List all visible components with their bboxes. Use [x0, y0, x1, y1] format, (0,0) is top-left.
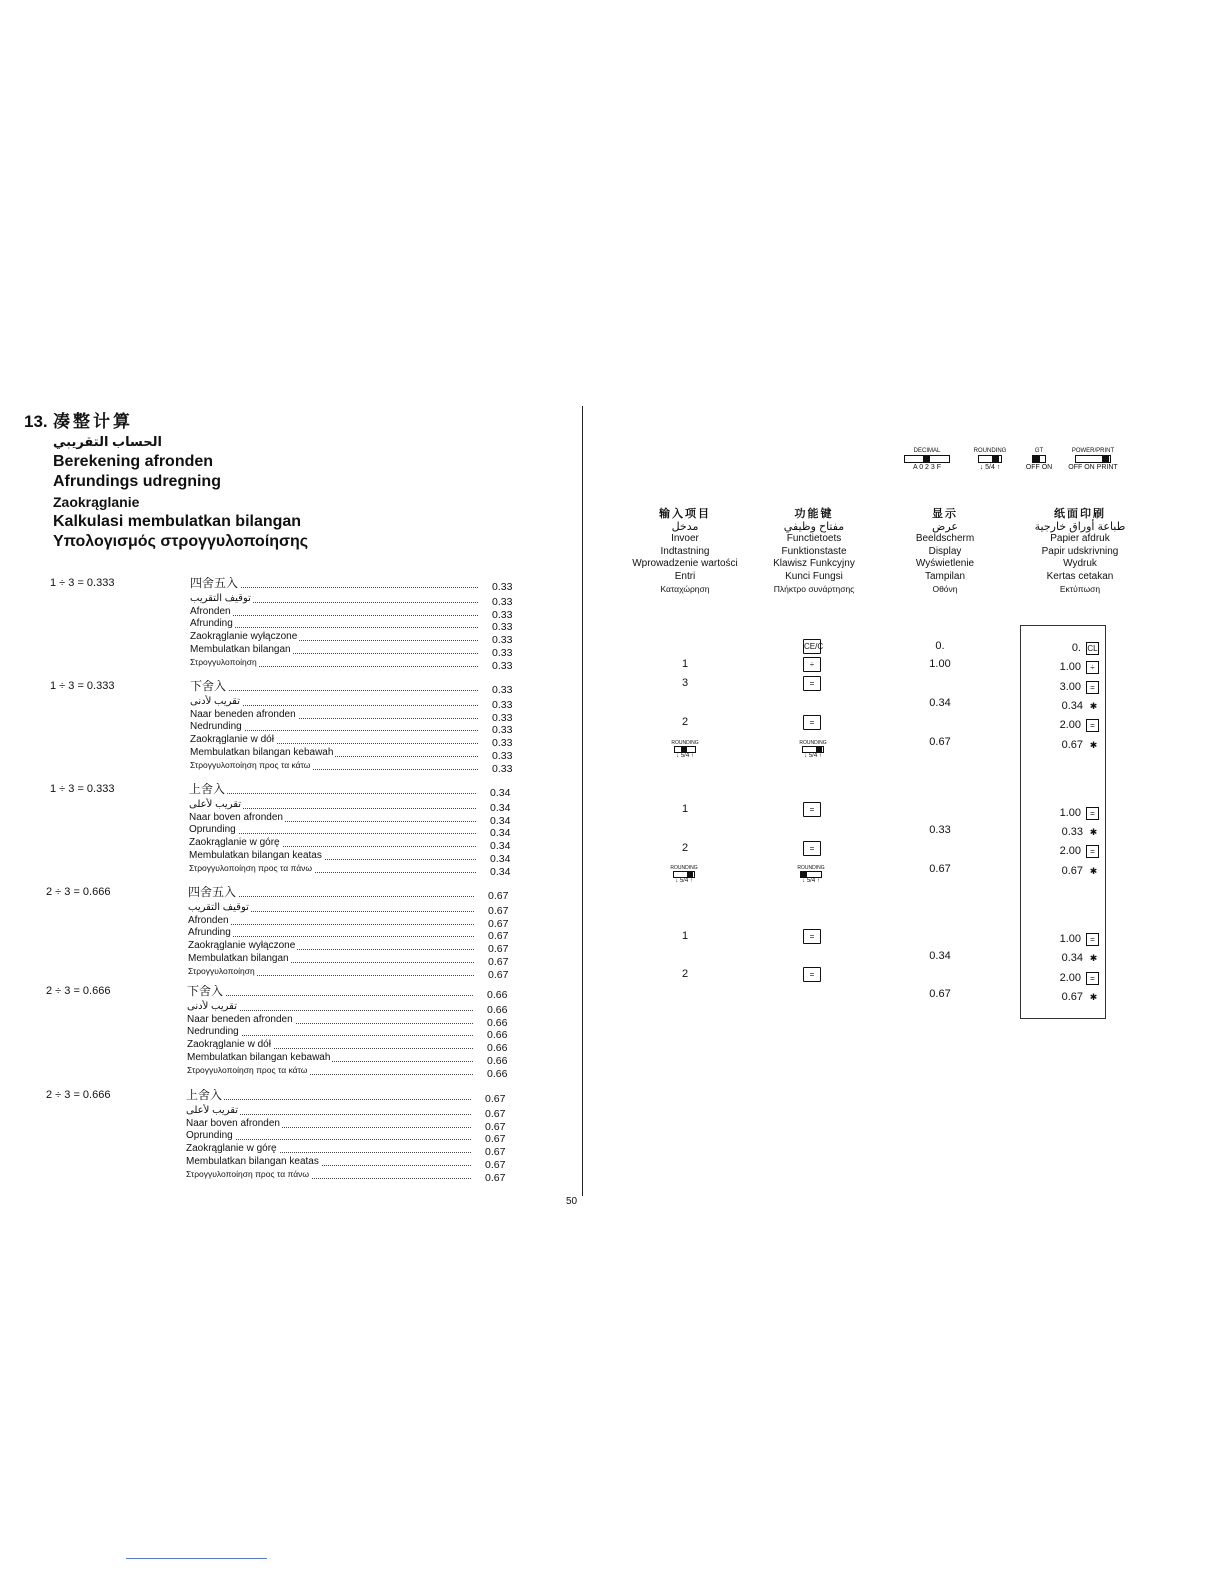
- printout-symbol: =: [1086, 719, 1099, 732]
- example-line: [186, 1155, 471, 1168]
- rounding-switch: ROUNDING ↓ 5/4 ↑: [973, 448, 1007, 471]
- example-value: 0.33: [492, 684, 513, 696]
- example-line: [190, 680, 478, 693]
- example-line-label: Afrunding: [190, 618, 233, 630]
- example-equation: 2 ÷ 3 = 0.666: [46, 1089, 111, 1101]
- page-number: 50: [566, 1196, 578, 1207]
- example-line-label: Membulatkan bilangan kebawah: [190, 747, 334, 758]
- example-line: [188, 926, 474, 939]
- function-key: CE/C: [803, 639, 821, 654]
- example-value: 0.33: [492, 634, 513, 647]
- example-equation: 1 ÷ 3 = 0.333: [50, 680, 115, 692]
- example-line: [189, 862, 476, 875]
- example-value: 0.33: [492, 698, 513, 711]
- example-value: 0.34: [490, 827, 511, 840]
- example-line: [186, 1089, 471, 1102]
- printout-value: 0.67: [1061, 991, 1083, 1003]
- footer-rule: [126, 1558, 267, 1559]
- printout-value: 1.00: [1059, 807, 1081, 819]
- example-line-label: Naar beneden afronden: [187, 1013, 293, 1025]
- function-key: =: [803, 841, 821, 856]
- example-line-label: تقريب لأدنى: [187, 1000, 238, 1012]
- printout-value: 3.00: [1059, 681, 1081, 693]
- example-line: [190, 630, 478, 643]
- example-value: 0.33: [492, 659, 513, 672]
- example-value: 0.66: [487, 1055, 508, 1067]
- example-line: [187, 1013, 473, 1026]
- example-line-label: Στρογγυλοποίηση προς τα κάτω: [187, 1064, 308, 1075]
- example-value: 0.67: [488, 917, 509, 930]
- example-line: [186, 1129, 471, 1142]
- example-line: [190, 695, 478, 708]
- printout-line: [1060, 932, 1099, 946]
- function-key: =: [803, 715, 821, 730]
- page-divider: [582, 406, 583, 1196]
- example-line-label: توقيف التقريب: [188, 901, 249, 913]
- example-line-label: Membulatkan bilangan: [190, 644, 291, 655]
- example-line: [190, 643, 478, 656]
- example-value: 0.66: [487, 1067, 508, 1080]
- example-value: 0.33: [492, 581, 513, 593]
- function-key: ÷: [803, 657, 821, 672]
- example-value: 0.67: [485, 1146, 506, 1159]
- example-line-label: Στρογγυλοποίηση: [188, 965, 255, 976]
- example-line: [190, 617, 478, 630]
- title-greek: Υπολογισμός στρογγυλοποίησης: [53, 533, 309, 550]
- example-line: [189, 823, 476, 836]
- printout-line: [1062, 864, 1099, 878]
- display-value: 1.00: [929, 658, 951, 670]
- example-equation: 2 ÷ 3 = 0.666: [46, 985, 111, 997]
- printout-value: 1.00: [1059, 933, 1081, 945]
- example-line-label: Zaokrąglanie wyłączone: [190, 631, 298, 643]
- example-line-label: Zaokrąglanie wyłączone: [188, 940, 296, 952]
- printout-line: [1060, 718, 1099, 732]
- printout-line: [1060, 806, 1099, 820]
- example-line-label: Zaokrąglanie w górę: [189, 837, 280, 849]
- example-line-label: Membulatkan bilangan keatas: [189, 850, 322, 861]
- rounding-switch-illustration: ROUNDING ↓ 5/4 ↑: [797, 865, 825, 884]
- example-line: [186, 1104, 471, 1117]
- example-line: [189, 849, 476, 862]
- example-value: 0.67: [485, 1133, 506, 1146]
- rounding-switch-illustration: ROUNDING ↓ 5/4 ↑: [671, 740, 699, 759]
- printout-line: [1060, 680, 1099, 694]
- printout-value: 2.00: [1059, 972, 1081, 984]
- example-line-label: 四舍五入: [190, 577, 239, 590]
- example-value: 0.33: [492, 621, 513, 634]
- col-head-paper: 纸面印刷 طباعة أوراق خارجية Papier afdruk Papir udskrivning Wydruk Kertas cetakan Εκτύπωση: [1034, 508, 1126, 594]
- printout-line: [1062, 990, 1099, 1004]
- example-line-label: 上舍入: [186, 1089, 223, 1102]
- printout-line: [1062, 951, 1099, 965]
- entry-value: 2: [681, 842, 689, 854]
- entry-value: 1: [681, 803, 689, 815]
- paper-printout: [1020, 625, 1106, 1019]
- example-equation: 1 ÷ 3 = 0.333: [50, 577, 115, 589]
- printout-value: 0.33: [1061, 826, 1083, 838]
- display-value: 0.67: [929, 863, 951, 875]
- example-value: 0.66: [487, 1042, 508, 1055]
- function-key: =: [803, 676, 821, 691]
- example-line: [187, 1051, 473, 1064]
- display-value: 0.34: [929, 950, 951, 962]
- example-value: 0.67: [485, 1107, 506, 1120]
- example-line-label: Nedrunding: [190, 721, 242, 733]
- printout-symbol: ÷: [1086, 661, 1099, 674]
- example-value: 0.34: [490, 840, 511, 853]
- example-line-label: Naar boven afronden: [186, 1117, 280, 1129]
- example-line-label: Oprunding: [189, 824, 236, 836]
- printout-value: 0.34: [1061, 700, 1083, 712]
- example-line-label: Zaokrąglanie w dół: [187, 1039, 271, 1051]
- example-line-label: Afrunding: [188, 927, 231, 939]
- power-print-switch: POWER/PRINT OFF ON PRINT: [1068, 448, 1118, 471]
- printout-symbol: CL: [1087, 643, 1098, 653]
- example-line: [186, 1142, 471, 1155]
- example-line: [190, 759, 478, 772]
- printout-symbol: =: [1086, 845, 1099, 858]
- example-line: [190, 708, 478, 721]
- example-line-label: Στρογγυλοποίηση: [190, 656, 257, 667]
- example-value: 0.66: [487, 1003, 508, 1016]
- entry-value: 1: [681, 930, 689, 942]
- printout-symbol: ✱: [1089, 953, 1098, 963]
- example-value: 0.33: [492, 724, 513, 737]
- printout-symbol: ✱: [1089, 992, 1098, 1002]
- display-value: 0.34: [929, 697, 951, 709]
- rounding-switch-illustration: ROUNDING ↓ 5/4 ↑: [670, 865, 698, 884]
- example-line-label: Membulatkan bilangan: [188, 953, 289, 964]
- example-line-label: Membulatkan bilangan keatas: [186, 1156, 319, 1167]
- example-value: 0.67: [488, 890, 509, 902]
- example-value: 0.67: [485, 1159, 506, 1171]
- example-line: [190, 605, 478, 618]
- example-line-label: Zaokrąglanie w górę: [186, 1143, 277, 1155]
- example-line-label: Στρογγυλοποίηση προς τα πάνω: [186, 1168, 310, 1179]
- example-line: [189, 811, 476, 824]
- printout-symbol: =: [1086, 933, 1099, 946]
- example-line: [190, 592, 478, 605]
- example-value: 0.67: [485, 1171, 506, 1184]
- printout-line: [1072, 641, 1099, 655]
- example-line: [188, 886, 474, 899]
- example-line-label: توقيف التقريب: [190, 592, 251, 604]
- entry-value: 3: [681, 677, 689, 689]
- example-line-label: 下舍入: [190, 680, 227, 693]
- printout-line: [1060, 844, 1099, 858]
- display-value: 0.: [935, 640, 945, 652]
- example-line: [187, 1064, 473, 1077]
- example-line-label: 四舍五入: [188, 886, 237, 899]
- example-value: 0.67: [488, 904, 509, 917]
- example-line-label: Naar beneden afronden: [190, 708, 296, 720]
- example-line-label: Afronden: [188, 914, 229, 926]
- example-value: 0.67: [488, 956, 509, 968]
- title-indonesian: Kalkulasi membulatkan bilangan: [53, 513, 302, 530]
- title-dutch: Berekening afronden: [53, 453, 214, 470]
- section-number: 13.: [24, 412, 48, 431]
- printout-symbol: =: [1086, 681, 1099, 694]
- example-value: 0.67: [485, 1120, 506, 1133]
- example-line-label: Oprunding: [186, 1130, 233, 1142]
- example-line-label: Στρογγυλοποίηση προς τα πάνω: [189, 862, 313, 873]
- example-line-label: Nedrunding: [187, 1026, 239, 1038]
- printout-value: 1.00: [1059, 661, 1081, 673]
- example-value: 0.34: [490, 853, 511, 865]
- printout-symbol: ✱: [1089, 701, 1098, 711]
- printout-line: [1062, 738, 1099, 752]
- display-value: 0.33: [929, 824, 951, 836]
- printout-symbol: ✱: [1089, 740, 1098, 750]
- example-value: 0.66: [487, 1016, 508, 1029]
- printout-value: 2.00: [1059, 719, 1081, 731]
- example-line: [187, 985, 473, 998]
- col-head-entry: 输入项目 مدخل Invoer Indtastning Wprowadzenie wartości Entri Καταχώρηση: [632, 508, 738, 594]
- printout-line: [1060, 971, 1099, 985]
- example-line-label: تقريب لأعلى: [189, 798, 242, 810]
- printout-symbol: ✱: [1089, 866, 1098, 876]
- example-equation: 1 ÷ 3 = 0.333: [50, 783, 115, 795]
- decimal-switch: DECIMAL A 0 2 3 F: [902, 448, 952, 471]
- printout-line: [1062, 699, 1099, 713]
- col-head-function-key: 功能键 مفتاح وظيفي Functietoets Funktionstaste Klawisz Funkcyjny Kunci Fungsi Πλήκτρο συνάρτησης: [773, 508, 855, 594]
- example-value: 0.34: [490, 814, 511, 827]
- example-value: 0.66: [487, 1029, 508, 1042]
- example-line: [186, 1168, 471, 1181]
- function-key: =: [803, 802, 821, 817]
- title-arabic: الحساب التقريبي: [53, 434, 162, 449]
- function-key: =: [803, 929, 821, 944]
- example-value: 0.33: [492, 711, 513, 724]
- example-line: [189, 798, 476, 811]
- title-danish: Afrundings udregning: [53, 473, 221, 490]
- gt-switch: GT OFF ON: [1025, 448, 1053, 471]
- example-line: [187, 1038, 473, 1051]
- example-line: [188, 914, 474, 927]
- example-line: [190, 656, 478, 669]
- example-line-label: Zaokrąglanie w dół: [190, 734, 274, 746]
- entry-value: 2: [681, 716, 689, 728]
- entry-value: 1: [681, 658, 689, 670]
- printout-symbol: =: [1086, 807, 1099, 820]
- example-line-label: تقريب لأعلى: [186, 1104, 239, 1116]
- example-line-label: Membulatkan bilangan kebawah: [187, 1052, 331, 1063]
- example-equation: 2 ÷ 3 = 0.666: [46, 886, 111, 898]
- example-value: 0.33: [492, 750, 513, 762]
- example-line: [189, 836, 476, 849]
- example-line: [190, 577, 478, 590]
- section-titles: [53, 412, 308, 552]
- example-line-label: 上舍入: [189, 783, 226, 796]
- example-line: [188, 939, 474, 952]
- example-value: 0.67: [488, 930, 509, 943]
- printout-value: 0.34: [1061, 952, 1083, 964]
- switch-panel: [902, 448, 1132, 488]
- printout-symbol: ✱: [1089, 827, 1098, 837]
- title-chinese: 凑整计算: [53, 412, 133, 431]
- display-value: 0.67: [929, 988, 951, 1000]
- example-value: 0.33: [492, 762, 513, 775]
- entry-value: 2: [681, 968, 689, 980]
- example-value: 0.33: [492, 737, 513, 750]
- printout-value: 0.67: [1061, 739, 1083, 751]
- example-value: 0.34: [490, 787, 511, 799]
- example-line-label: 下舍入: [187, 985, 224, 998]
- example-value: 0.33: [492, 595, 513, 608]
- example-value: 0.33: [492, 647, 513, 659]
- example-line: [188, 965, 474, 978]
- example-line: [189, 783, 476, 796]
- display-value: 0.67: [929, 736, 951, 748]
- printout-value: 0.67: [1061, 865, 1083, 877]
- col-head-display: 显示 عرض Beeldscherm Display Wyświetlenie Tampilan Οθόνη: [915, 508, 975, 594]
- example-value: 0.34: [490, 865, 511, 878]
- example-line: [190, 746, 478, 759]
- example-line-label: Afronden: [190, 605, 231, 617]
- example-value: 0.67: [488, 943, 509, 956]
- rounding-switch-illustration: ROUNDING ↓ 5/4 ↑: [799, 740, 827, 759]
- example-value: 0.67: [485, 1093, 506, 1105]
- example-line: [188, 952, 474, 965]
- example-line-label: تقريب لأدنى: [190, 695, 241, 707]
- example-line: [190, 720, 478, 733]
- example-line: [186, 1117, 471, 1130]
- example-line: [188, 901, 474, 914]
- example-line: [190, 733, 478, 746]
- example-value: 0.67: [488, 968, 509, 981]
- function-key: =: [803, 967, 821, 982]
- example-value: 0.33: [492, 608, 513, 621]
- example-value: 0.66: [487, 989, 508, 1001]
- printout-value: 0.: [1071, 642, 1081, 654]
- example-value: 0.34: [490, 801, 511, 814]
- printout-line: [1062, 825, 1099, 839]
- example-line-label: Naar boven afronden: [189, 811, 283, 823]
- printout-value: 2.00: [1059, 845, 1081, 857]
- title-polish: Zaokrąglanie: [53, 494, 140, 510]
- printout-line: [1060, 660, 1099, 674]
- example-line: [187, 1025, 473, 1038]
- printout-symbol: =: [1086, 972, 1099, 985]
- example-line-label: Στρογγυλοποίηση προς τα κάτω: [190, 759, 311, 770]
- example-line: [187, 1000, 473, 1013]
